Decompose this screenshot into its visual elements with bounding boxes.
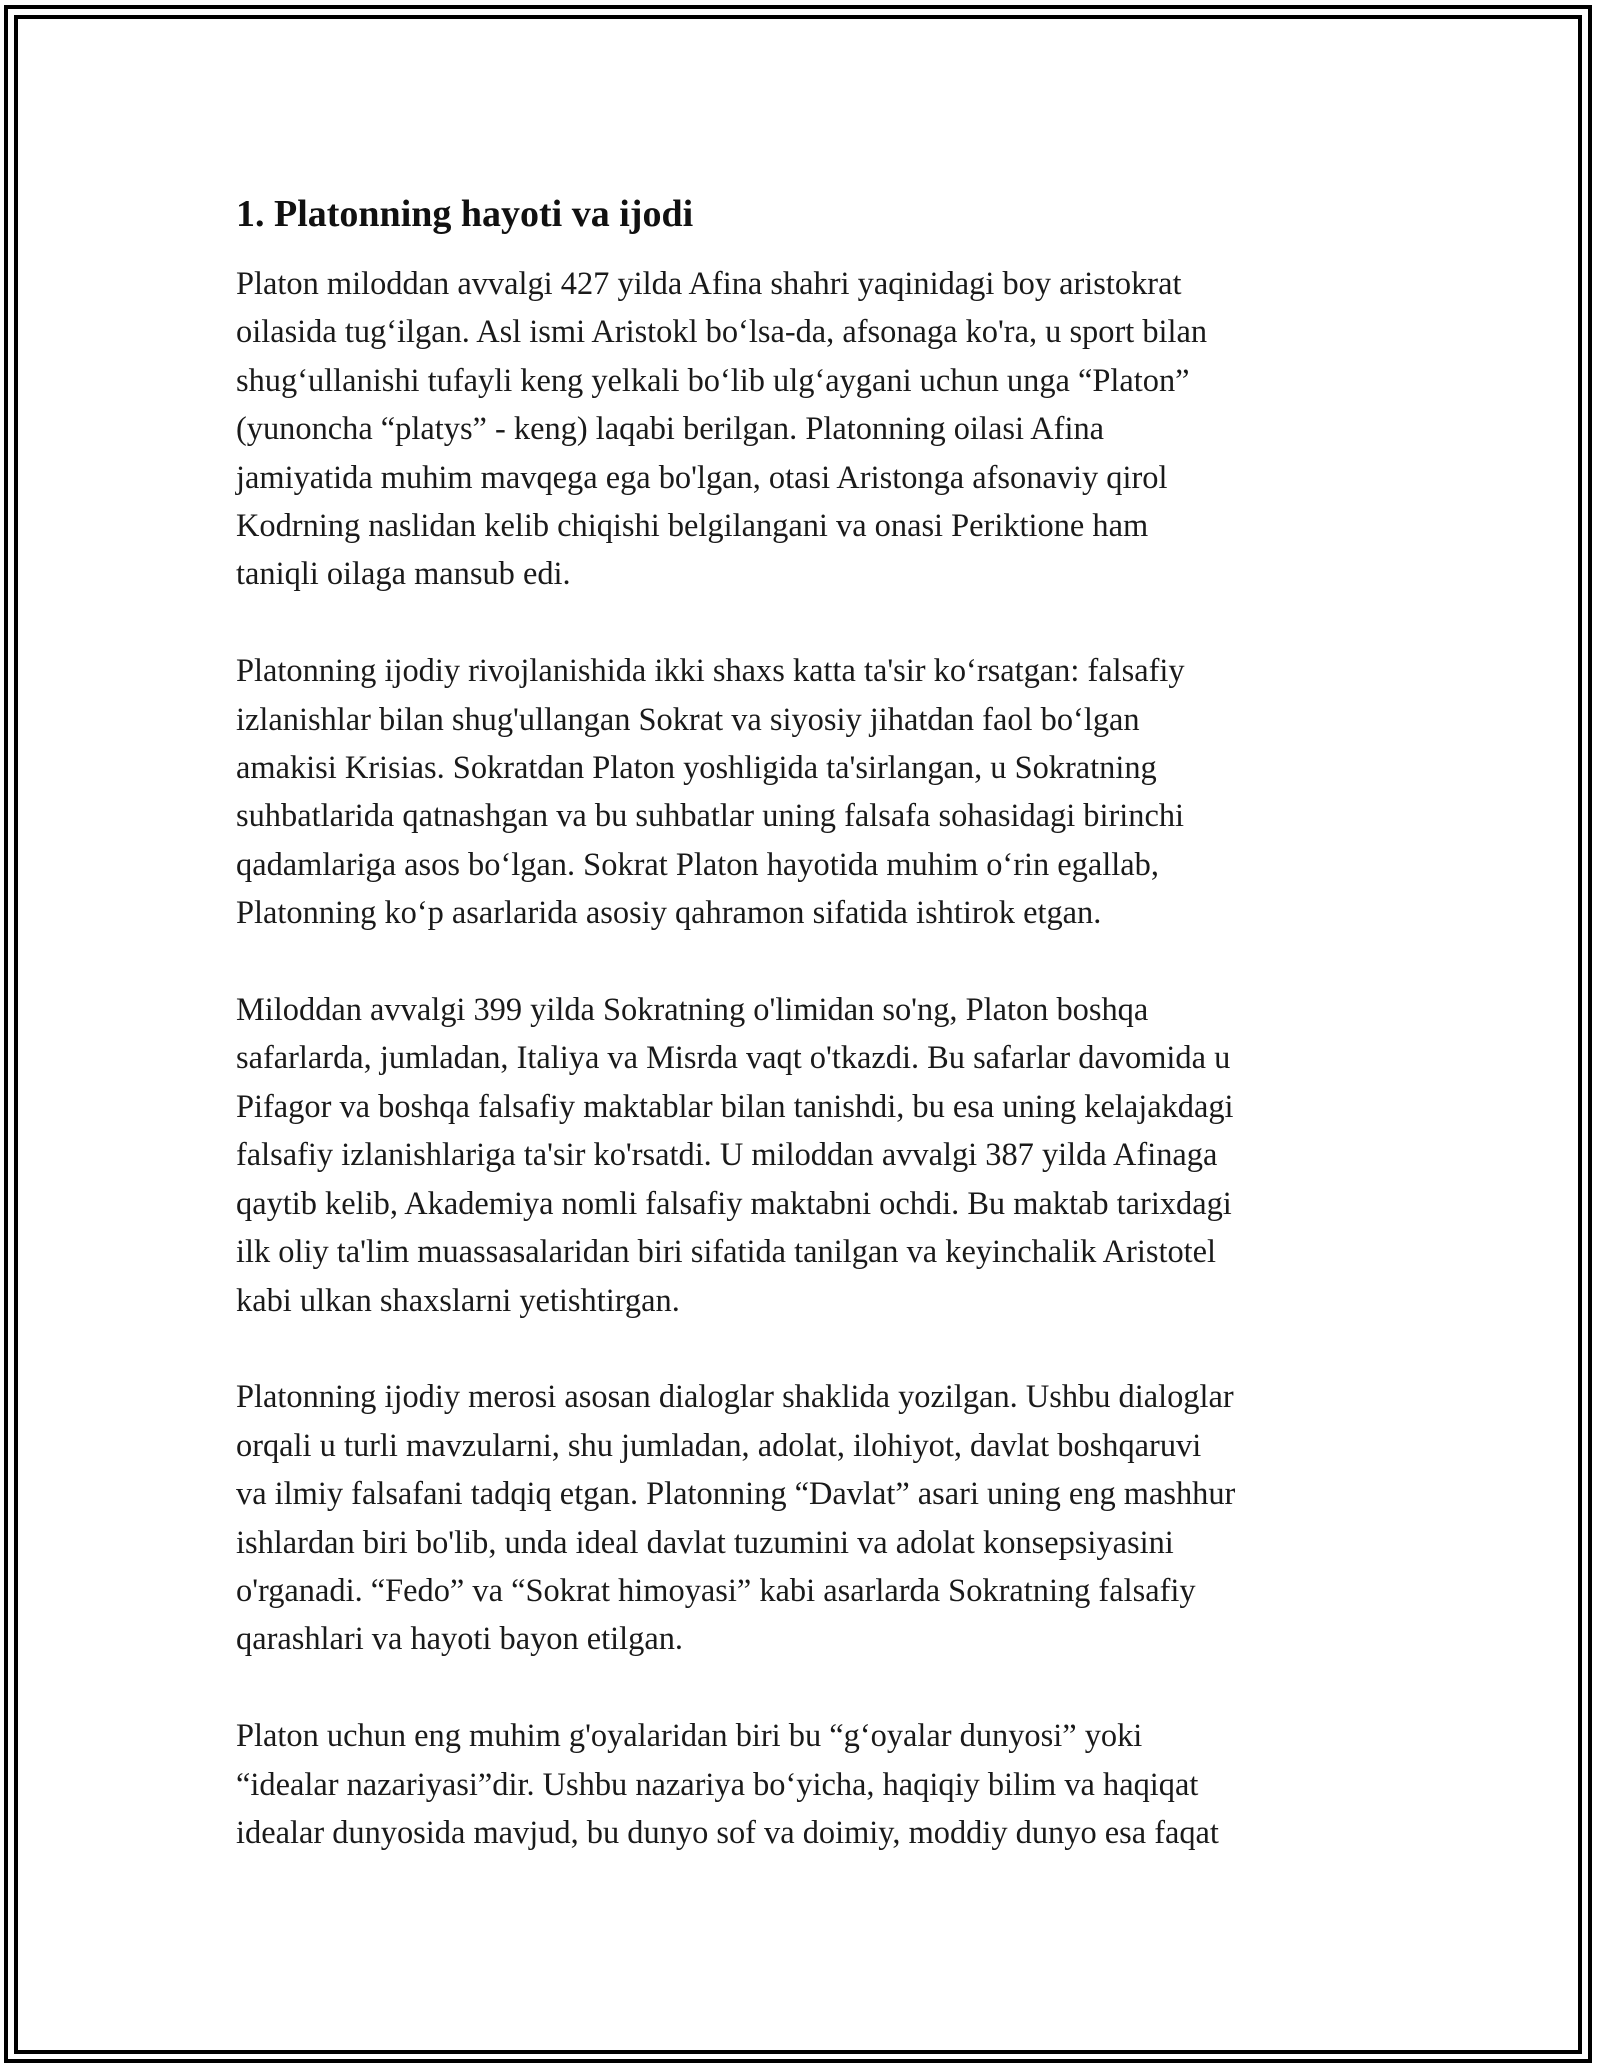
paragraph-line: o'rganadi. “Fedo” va “Sokrat himoyasi” kabi asarlarda Sokratning falsafiy (236, 1572, 1196, 1609)
paragraph-line: suhbatlarida qatnashgan va bu suhbatlar uning falsafa sohasidagi birinchi (236, 798, 1185, 835)
paragraph-line: qarashlari va hayoti bayon etilgan. (236, 1621, 684, 1658)
paragraph-line: Kodrning naslidan kelib chiqishi belgilangani va onasi Periktione ham (236, 508, 1149, 545)
paragraph-line: izlanishlar bilan shug'ullangan Sokrat va siyosiy jihatdan faol bo‘lgan (236, 701, 1140, 738)
paragraph-1 (236, 260, 1386, 599)
paragraph-line: ilk oliy ta'lim muassasalaridan biri sifatida tanilgan va keyinchalik Aristotel (236, 1234, 1217, 1271)
document-body (236, 190, 1386, 1857)
paragraph-line: amakisi Krisias. Sokratdan Platon yoshligida ta'sirlangan, u Sokratning (236, 750, 1157, 787)
paragraph-4 (236, 1373, 1386, 1663)
paragraph-line: taniqli oilaga mansub edi. (236, 556, 571, 593)
paragraph-line: va ilmiy falsafani tadqiq etgan. Platonning “Davlat” asari uning eng mashhur (236, 1476, 1236, 1513)
paragraph-line: Platon uchun eng muhim g'oyalaridan biri bu “g‘oyalar dunyosi” yoki (236, 1718, 1143, 1755)
paragraph-line: shug‘ullanishi tufayli keng yelkali bo‘lib ulg‘aygani uchun unga “Platon” (236, 362, 1190, 399)
paragraph-line: kabi ulkan shaxslarni yetishtirgan. (236, 1282, 680, 1319)
paragraph-line: qadamlariga asos bo‘lgan. Sokrat Platon hayotida muhim o‘rin egallab, (236, 846, 1159, 883)
paragraph-line: Platonning ijodiy rivojlanishida ikki shaxs katta ta'sir ko‘rsatgan: falsafiy (236, 653, 1185, 690)
paragraph-3 (236, 986, 1386, 1325)
paragraph-line: Platon miloddan avvalgi 427 yilda Afina shahri yaqinidagi boy aristokrat (236, 266, 1182, 302)
paragraph-2 (236, 647, 1386, 937)
paragraph-line: jamiyatida muhim mavqega ega bo'lgan, otasi Aristonga afsonaviy qirol (236, 459, 1168, 496)
paragraph-line: Miloddan avvalgi 399 yilda Sokratning o'limidan so'ng, Platon boshqa (236, 992, 1149, 1029)
paragraph-5 (236, 1712, 1386, 1857)
paragraph-line: Platonning ko‘p asarlarida asosiy qahramon sifatida ishtirok etgan. (236, 895, 1102, 932)
paragraph-line: Platonning ijodiy merosi asosan dialoglar shaklida yozilgan. Ushbu dialoglar (236, 1379, 1234, 1416)
paragraph-line: idealar dunyosida mavjud, bu dunyo sof va doimiy, moddiy dunyo esa faqat (236, 1814, 1219, 1851)
paragraph-line: “idealar nazariyasi”dir. Ushbu nazariya bo‘yicha, haqiqiy bilim va haqiqat (236, 1766, 1199, 1803)
paragraph-line: orqali u turli mavzularni, shu jumladan, adolat, ilohiyot, davlat boshqaruvi (236, 1427, 1202, 1464)
paragraph-line: ishlardan biri bo'lib, unda ideal davlat tuzumini va adolat konsepsiyasini (236, 1524, 1174, 1561)
page-title: 1. Platonning hayoti va ijodi (236, 193, 694, 235)
paragraph-line: safarlarda, jumladan, Italiya va Misrda vaqt o'tkazdi. Bu safarlar davomida u (236, 1040, 1231, 1077)
paragraph-line: (yunoncha “platys” - keng) laqabi berilgan. Platonning oilasi Afina (236, 411, 1105, 448)
paragraph-line: oilasida tug‘ilgan. Asl ismi Aristokl bo‘lsa-da, afsonaga ko'ra, u sport bilan (236, 314, 1208, 351)
paragraph-line: Pifagor va boshqa falsafiy maktablar bilan tanishdi, bu esa uning kelajakdagi (236, 1088, 1234, 1125)
paragraph-line: qaytib kelib, Akademiya nomli falsafiy maktabni ochdi. Bu maktab tarixdagi (236, 1185, 1232, 1222)
paragraph-line: falsafiy izlanishlariga ta'sir ko'rsatdi. U miloddan avvalgi 387 yilda Afinaga (236, 1137, 1218, 1174)
